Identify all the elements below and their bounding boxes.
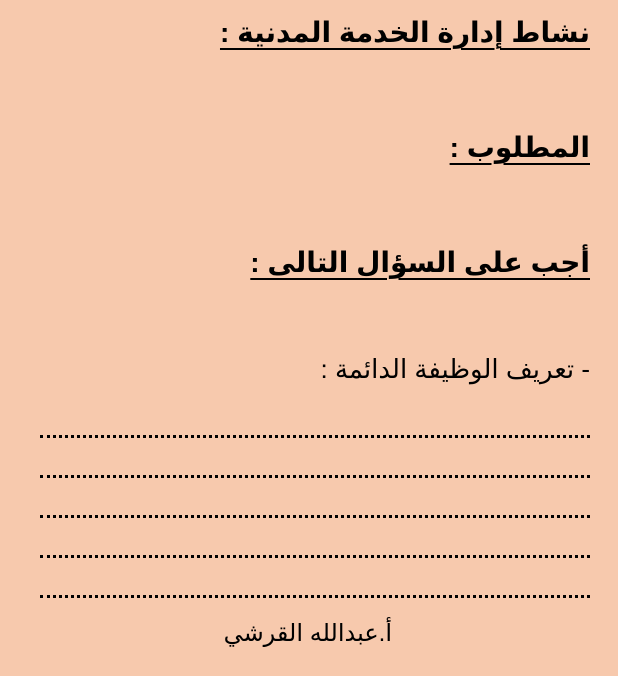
- answer-line[interactable]: [40, 452, 590, 492]
- answer-area[interactable]: [40, 412, 590, 612]
- instruction-heading: أجب على السؤال التالى :: [250, 247, 590, 278]
- answer-line[interactable]: [40, 572, 590, 612]
- activity-title: نشاط إدارة الخدمة المدنية :: [219, 17, 590, 48]
- required-heading: المطلوب :: [449, 132, 590, 163]
- teacher-signature: أ.عبدالله القرشي: [223, 620, 392, 647]
- answer-line[interactable]: [40, 492, 590, 532]
- question-text: - تعريف الوظيفة الدائمة :: [320, 354, 590, 384]
- answer-line[interactable]: [40, 412, 590, 452]
- answer-line[interactable]: [40, 532, 590, 572]
